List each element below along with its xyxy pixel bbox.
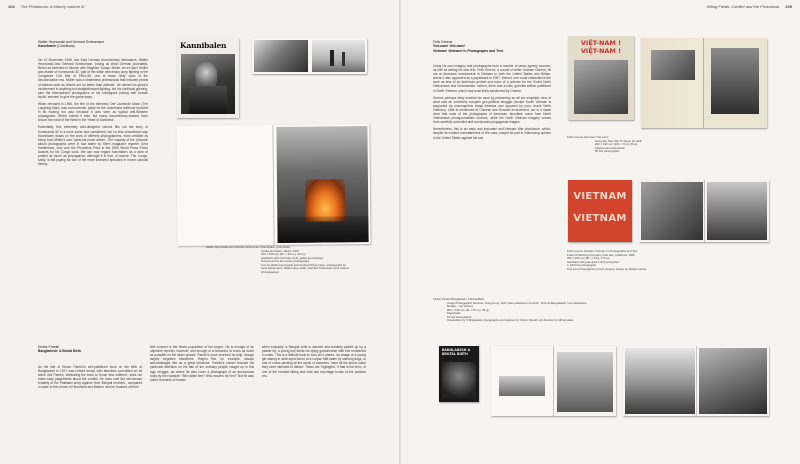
cover-title: VIETNAM VIETNAM [573,191,627,224]
caption-line: 64 b/w photographs [447,314,472,319]
book-cover-kannibalen [177,38,239,118]
caption-line: Numerous b/w and colour photographs [261,259,310,263]
caption-line: Walter Heynowski and Gerhard Scheumann Kannibalen (Cannibals) [206,245,291,249]
body-paragraph: Greene perhaps fairly levelled his case by presenting an all too simplistic view of what was an extremely complex geo-political struggle (except South Vietnam is supported by unscrupulous brutal America and opposed by poor, brave North Vietnam). Little is mentioned of Chinese and Russian involvement, nor is it made clear that most of the photographs of American 'atrocities' come from North Vietnamese photojournalistic sources, while the North Vietnam imagery comes from carefully controlled and constructed propaganda images. [433,95,551,125]
caption-line: photographers [261,269,280,274]
book-open-bangladesh-2 [623,346,769,416]
caption-line: c. 150 b/w photographs [567,263,597,267]
caption-line: Stapled card paperback [595,145,625,150]
entry-author: Kishor Parekh [38,345,60,349]
page-number: 104 [8,4,15,9]
book-title: The Photobook: A History volume III [20,4,85,9]
cover-title: BANGLADESH A BRUTAL BIRTH [442,348,471,356]
entry-body-col2: first concern is the Hindu population of the region. He is enough of an objective reporter, however, and enough of a humanist, to focus as much as possible on the wider picture. Parekh's book received no help, though largely forgotten elsewhere. Raghu Rai, for example, always acknowledges him as a great influence. Parekh's shown focuses his particular attention on the fate of the ordinary people caught up in this ugly struggle, as where he also cover a photograph of an anonymous body by the roadside: 'Who killed him? Who mourns for him?' But he also notes moments of human [150,345,254,382]
caption-line: Brutale – not shown) [447,304,473,308]
caption-line: 236 × 168 mm (9¼ × 6⅝ in), 272 pp [261,252,306,256]
caption-line: Kishor Parekh Bangladesh: A Brutal Birth [433,297,484,301]
entry-heading [433,40,551,54]
page-number: 105 [785,4,792,9]
caption-line: Gerd Heidemann, Walter Heynowski, Gerhard Scheumann and various [261,266,349,270]
caption-line: 55 b/w photographs [595,149,620,153]
book-cover-vietnam [568,36,634,120]
entry-body-col1: As the title of Kishor Parekh's self-published book on the birth of Bangladesh in 1971 was indeed brutal, with atrocities committed on all sides. But Parekh, dedicating the book to 'those who suffered', does not make easy judgements about the conflict. He does note the well-known brutality of the Pakistani army against 'their Bengali brothers', compared in scale to the crimes of Hiroshima and Belsen, and he brushes off their [38,365,142,390]
caption-line: Felix Greene Vietnam! Vietnam! in Photographs and Text [567,249,638,253]
book-open-vietnam-red [639,180,769,242]
caption-line: Introduction by S Mulgaokar; photographs and captions by Kishor Parekh; art direction by Mrinal Hake [447,318,574,322]
entry-caption [206,246,356,274]
chapter-title: Killing Fields: Conflict and the Photobook [706,4,780,9]
entry-title: Kannibalen [38,44,57,49]
entry-title: Viet-nam! Viet-nam! [433,44,465,49]
caption-line: Hardback with pale green cloth and jacket [567,259,619,264]
book-spread-photo-top [252,38,367,74]
caption-line: Fulton Publishing Company, Palo Alto, California, 1966 [567,252,635,257]
caption-line: Text and photographs by Felix Greene; design by Robert Lavine [567,266,647,271]
entry-authors: Walter Heynowski and Gerhard Scheumann [38,40,105,44]
body-paragraph: Essentially, this extremely well-designed volume fills out the story of Kommando 52 in a more sober and considered, but no less sensational way. Kannibalen draws on the work of different photographers, most credited as being from Müller's own 'personal photo album'. The majority of the 'pictorial' album photographs were in fact taken by Stern magazine reporter Gerd Heidemann, who won the Photokina Prize in the 1965 World Press Photo Awards for his Congo work. We can now regard Kannibalen as a work of protest as much as propaganda, although it is that, of course. The Congo, sadly, is still paying for one of the more shameful episodes in recent colonial history. [38,125,148,167]
entry-title-suffix: (Cannibals) [57,44,75,49]
entry-body [38,58,148,330]
body-paragraph: Nevertheless, this is an early and important anti-Vietnam War photobook, which, despite its evident overstatement of the case, played its part in influencing opinion in the United States against the war. [433,127,551,140]
cover-title: Kannibalen [180,41,227,50]
cover-title: VIỆT-NAM ! VIỆT-NAM ! [580,39,622,55]
caption-line: Verlag der Nation, Berlin, 1967 [261,248,300,253]
book-cover-vietnam-red [568,180,632,242]
entry-author: Felix Greene [433,40,453,44]
caption-line: Text by Walter Heynowski and Gerhard Scheumann, photographs by [261,262,346,267]
book-cover-bangladesh [439,346,479,402]
body-paragraph: When released in 1966, the film of the interview, Der Lachende Mann (The Laughing Man), was controversial, partly for the underhand methods involved in its making but also because it was seen as typical anti-Western propaganda. Which indeed it was, but many documentary-makers have shown the hand of the West in the 'Heart of Darkness'. [38,101,148,123]
caption-line: Paperback [447,311,461,315]
caption-line: Image Photographic Services, Hong Kong, 1972 (also published in French, 1972 as Bangladesh: Une Naissance [447,300,587,305]
entry-body-col3: when empathy: a Bengali child is washed and tenderly picked up by a passer-by; a young boy feeds his dying grandmother with rice moistened in water. This is a difficult book to look at in places. An image of a young girl staring in wide-eyed horror at a corpse half-eaten by starving dogs, or one of crows pecking at the skulls of cadavers, have all the shock value they were intended to deliver. These are 'highlights', if that is the term, of one of the hardest-hitting and best war reportage books of the postwar era. [262,345,366,378]
right-running-head [707,4,792,9]
body-paragraph: On 10 November 1965, two East German documentary filmmakers, Walter Heynowski and Gerhard Scheumann, posing as West German journalists, filmed an interview in Munich with Siegfried 'Kongo' Müller. An ex-Nazi, Müller was leader of Kommando 52, part of the white mercenary army fighting in the Congolese Civil War of 1964–65, one of those 'dirty' wars of the decolonization era. Müller was a shameless professional that included pearls of wisdom such as 'blacks are no better than animals'. He denied his group's involvement in anything but straightforward fighting, but his continual grinning, plus the interspersed photographs of his colleagues posing with human skulls, seemed to give the game away. [38,58,148,99]
book-open-bangladesh-1 [491,346,616,416]
entry-subtitle: Vietnam! Vietnam! in Photographs and Text [433,49,503,54]
entry-title: Bangladesh: A Brutal Birth [38,349,82,354]
cover-photo [181,54,235,114]
right-page [401,0,800,464]
left-running-head [8,4,84,9]
entry-caption [567,136,707,154]
entry-body [433,64,551,274]
caption-line: Hung Sai, Sao Nhu Tu Quyet do Vanh [595,138,643,143]
body-paragraph: Using his own imagery and photographs from a number of press agency sources, as well as writing his own text, Felix Greene, a cousin of writer Graham Greene, hit out at American involvement in Vietnam in both the United States and Britain, where it also appeared as a paperback in 1967. Indeed, one could characterize the work as less of an American protest and more of a polemic for the Soviet North Vietnamese and Communists. Indeed, there was a later, guerrilla edition published in North Vietnam, which was most likely sanctioned by Greene. [433,64,551,93]
book-open-spread-fire [176,124,370,246]
book-open-vietnam [641,38,767,128]
caption-line: Felix Greene Viet-nam! Viet-nam! [567,135,609,139]
caption-line: 250 × 230 mm (9¾ × 9 in), 172 pp [567,256,610,260]
caption-line: Hardback with cloth blue cloth, jacket and slipcase [261,255,324,260]
caption-line: 280 × 216 mm (11 × 8½ in), 96 pp [447,307,490,312]
entry-caption [567,250,737,271]
left-page [0,0,399,464]
entry-caption [433,298,693,323]
caption-line: 260 × 230 mm (10¼ × 9 in), 84 pp [595,142,638,146]
entry-heading [38,40,148,48]
entry-heading [38,345,148,353]
